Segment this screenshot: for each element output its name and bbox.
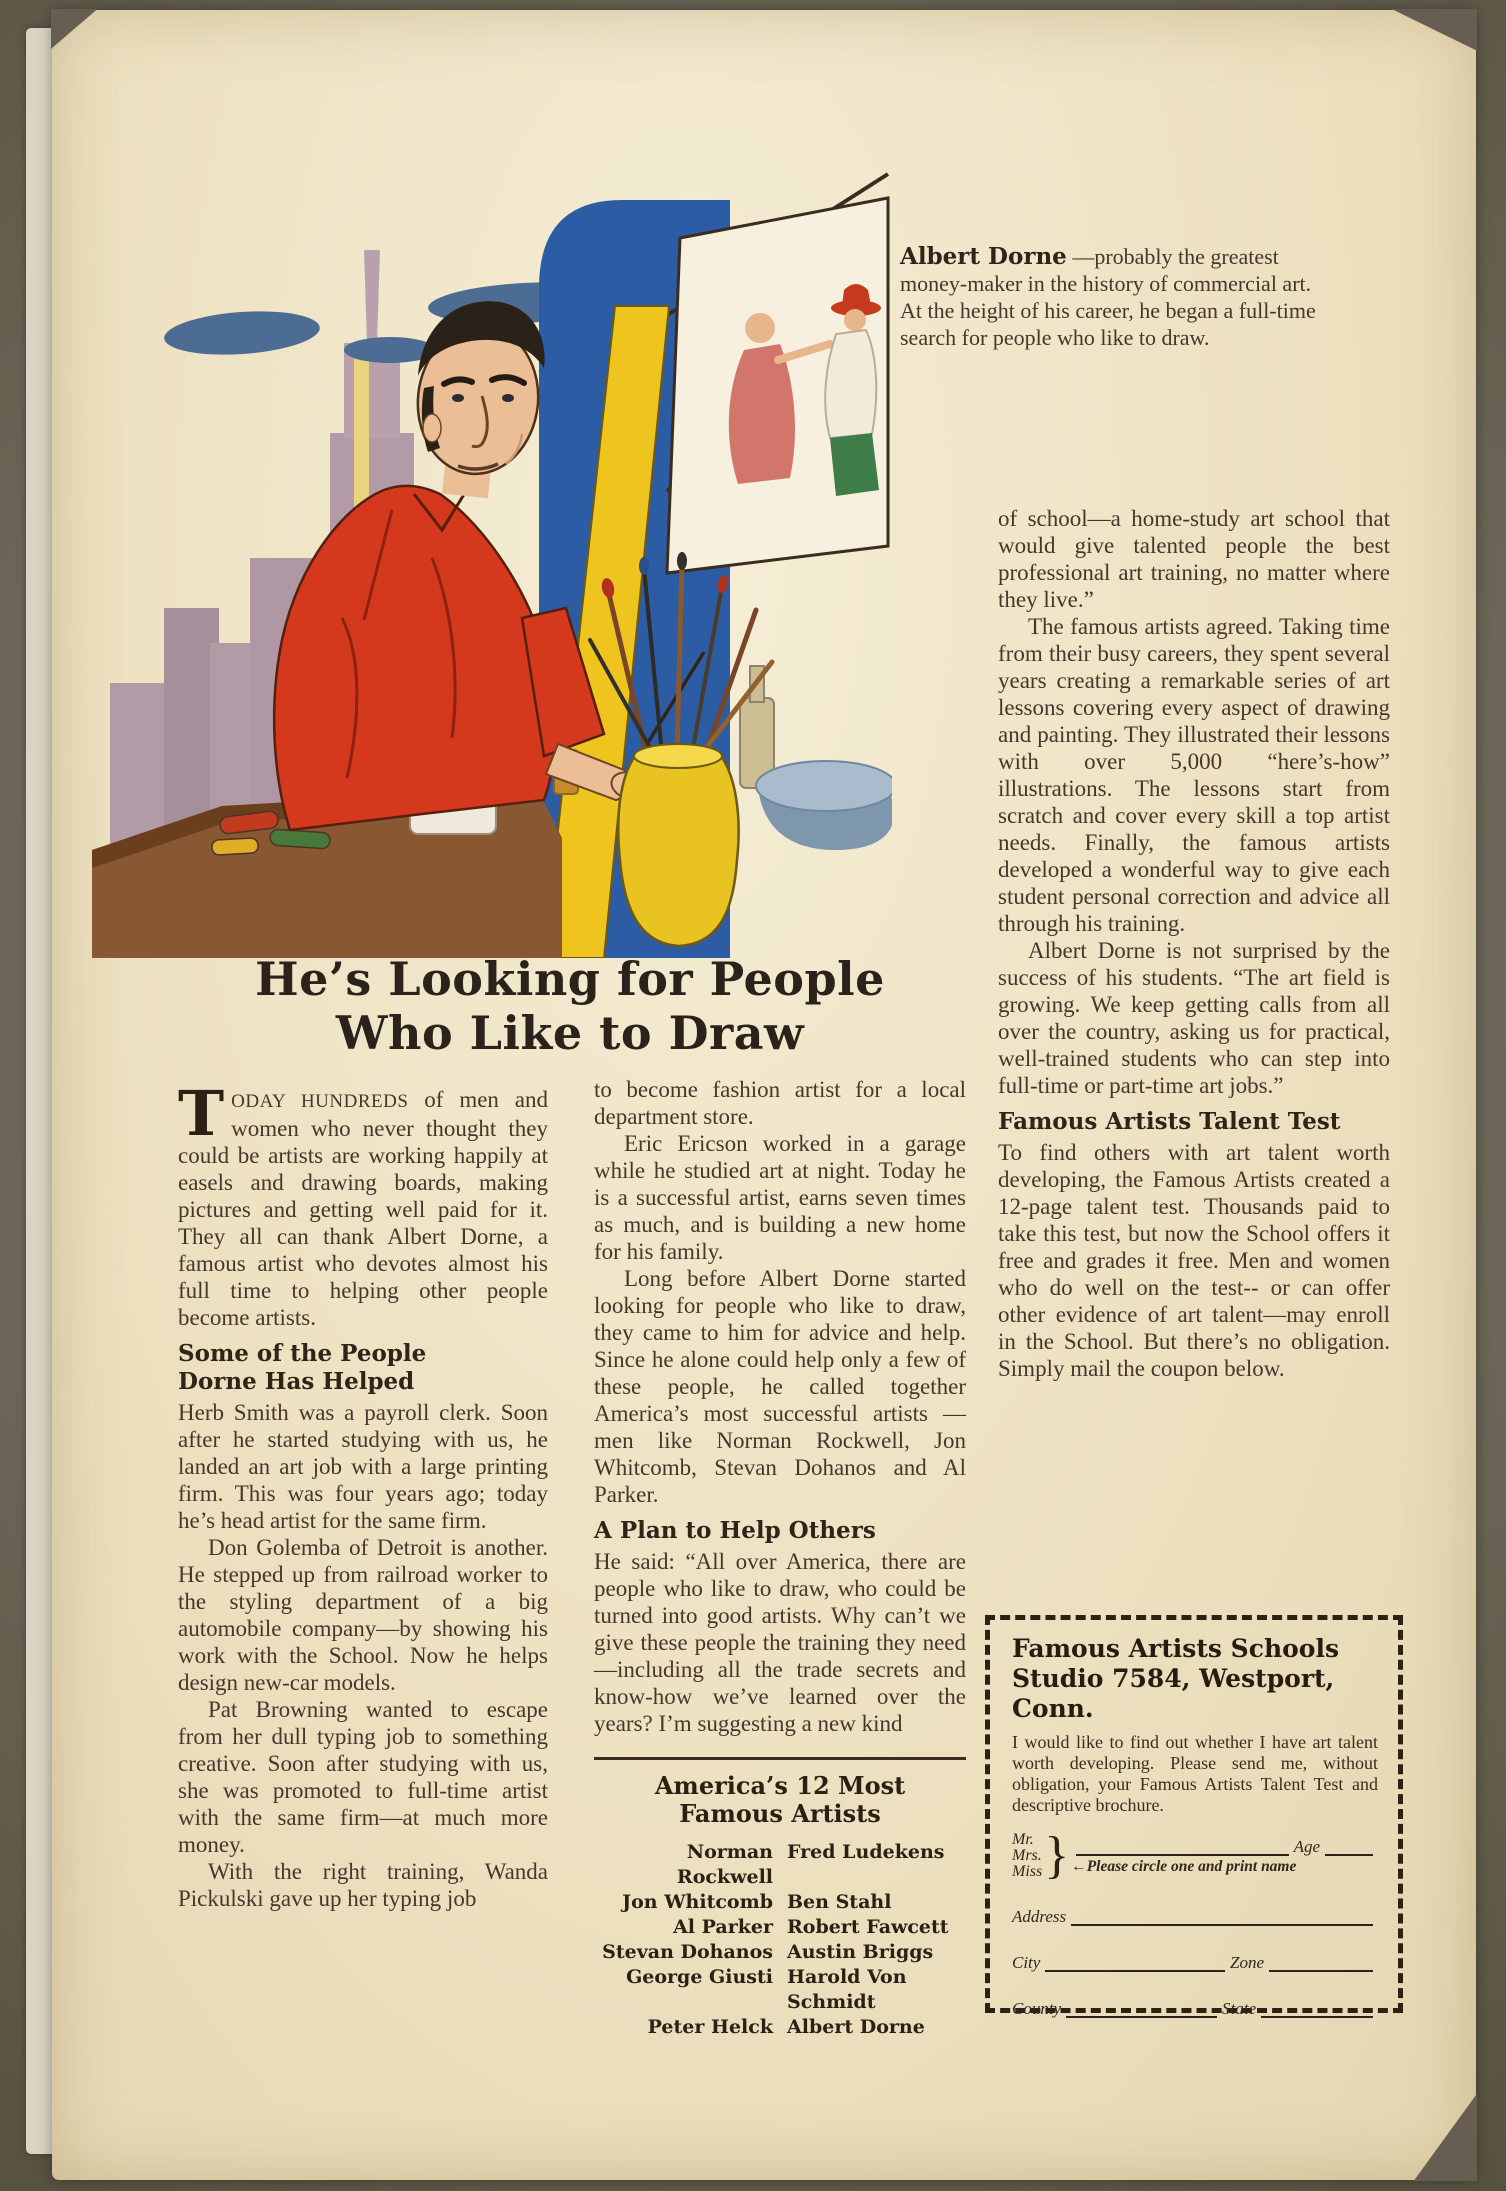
- paragraph-wanda-pickulski: With the right training, Wanda Pickulski gave up her typing job: [178, 1859, 548, 1911]
- photo-corner-shadow: [51, 9, 109, 49]
- coupon-body-text: I would like to find out whether I have art talent worth developing. Please send me, without obligation, your Famous Artists Talent Test and descriptive brochure.: [1012, 1732, 1378, 1815]
- name-write-in-line: [1076, 1838, 1288, 1856]
- artist-name: Harold Von Schmidt: [787, 1966, 907, 2013]
- column-middle: [594, 1076, 966, 2040]
- headline-line-1: He’s Looking for People: [255, 952, 885, 1006]
- artist-name: Albert Dorne: [787, 2016, 925, 2038]
- famous-artists-box: [594, 1757, 966, 2040]
- headline-line-2: Who Like to Draw: [335, 1006, 805, 1060]
- zone-write-in-line: [1269, 1954, 1373, 1972]
- paragraph-continuation: to become fashion artist for a local department store.: [594, 1077, 966, 1129]
- paragraph-not-surprised: Albert Dorne is not surprised by the success of his students. “The art field is growing. We keep getting calls from all over the country, asking us for practical, well-trained students who can step into full-time or part-time art jobs.”: [998, 938, 1390, 1098]
- artist-name: George Giusti: [626, 1966, 773, 1988]
- headline: [170, 952, 970, 1060]
- subhead-people-dorne-helped: Some of the People Dorne Has Helped: [178, 1340, 427, 1395]
- dancing-woman: [729, 344, 795, 484]
- easel-canvas-painting: [667, 198, 888, 573]
- county-label: County: [1012, 1999, 1062, 2018]
- caption-text: —probably the greatest money-maker in the history of commercial art. At the height of his career, he began a full-time search for people who like to draw.: [900, 244, 1316, 350]
- drop-cap: T: [178, 1077, 225, 1150]
- salutation-mr: Mr.: [1012, 1831, 1034, 1848]
- photo-corner-tear: [1381, 2063, 1477, 2181]
- salutation-options: [1012, 1832, 1042, 1880]
- caption-lead: Albert Dorne: [900, 243, 1067, 270]
- illustration-caption: [900, 243, 1330, 351]
- mixing-bowl: [756, 761, 892, 850]
- name-field-row: [1012, 1827, 1378, 1884]
- red-shirt: [274, 486, 556, 830]
- age-write-in-line: [1325, 1838, 1373, 1856]
- salutation-miss: Miss: [1012, 1863, 1043, 1880]
- paragraph-long-before: Long before Albert Dorne started looking for people who like to draw, they came to him for advice and help. Since he alone could help only a few of these people, he called together America’s most successful artists —men like Norman Rockwell, Jon Whitcomb, Stevan Dohanos and Al Parker.: [594, 1266, 966, 1507]
- circle-one-note: ←Please circle one and print name: [1071, 1857, 1297, 1875]
- albert-dorne-at-easel-illustration: [92, 138, 892, 958]
- age-label: Age: [1293, 1836, 1320, 1856]
- mail-in-coupon: [985, 1615, 1403, 2018]
- artist-name: Austin Briggs: [787, 1941, 934, 1963]
- brace-glyph: }: [1044, 1827, 1070, 1884]
- city-zone-field-row: [1012, 1953, 1378, 1972]
- artists-box-heading: America’s 12 Most Famous Artists: [654, 1771, 906, 1828]
- county-state-field-row: [1012, 1999, 1378, 2018]
- paragraph-herb-smith: Herb Smith was a payroll clerk. Soon after he started studying with us, he landed an art job with a large printing firm. This was four years ago; today he’s head artist for the same firm.: [178, 1400, 548, 1533]
- subhead-talent-test: Famous Artists Talent Test: [998, 1108, 1341, 1135]
- zone-label: Zone: [1230, 1953, 1264, 1972]
- artist-name: Fred Ludekens: [787, 1841, 945, 1863]
- artist-name: Peter Helck: [647, 2016, 773, 2038]
- photo-corner-shadow: [1373, 9, 1477, 67]
- city-label: City: [1012, 1953, 1041, 1972]
- subhead-plan-to-help: A Plan to Help Others: [594, 1517, 876, 1544]
- paragraph-intro: TODAY HUNDREDS of men and women who never thought they could be artists are working happily at easels and drawing boards, making pictures and getting well paid for it. They all can thank Albert Dorne, a famous artist who devotes almost his full time to helping other people become artists.: [178, 1077, 548, 1330]
- magazine-back-cover-page: [52, 10, 1476, 2180]
- address-label: Address: [1012, 1907, 1067, 1926]
- artist-name: Al Parker: [673, 1916, 773, 1938]
- small-caps-lead: ODAY HUNDREDS: [231, 1091, 409, 1112]
- paragraph-eric-ericson: Eric Ericson worked in a garage while he studied art at night. Today he is a successful artist, earns seven times as much, and is building a new home for his family.: [594, 1131, 966, 1264]
- artist-name: Ben Stahl: [787, 1891, 892, 1913]
- county-write-in-line: [1066, 2000, 1217, 2018]
- state-label: State: [1222, 1999, 1256, 2018]
- paragraph-he-said: He said: “All over America, there are people who like to draw, who could be turned into good artists. Why can’t we give these people the training they need—including all the trade secrets and know-how we’ve learned over the years? I’m suggesting a new kind: [594, 1549, 966, 1736]
- column-right: [998, 505, 1390, 1382]
- dancing-man: [825, 330, 876, 438]
- coupon-title: Famous Artists Schools Studio 7584, Westport, Conn.: [1012, 1634, 1340, 1723]
- address-field-row: [1012, 1907, 1378, 1926]
- state-write-in-line: [1261, 2000, 1373, 2018]
- artist-name: Robert Fawcett: [787, 1916, 949, 1938]
- paragraph-of-school: of school—a home-study art school that would give talented people the best professional art training, no matter where they live.”: [998, 506, 1390, 612]
- column-left: [178, 1077, 548, 1912]
- cover-illustration: [92, 138, 892, 958]
- paragraph-talent-test: To find others with art talent worth developing, the Famous Artists created a 12-page talent test. Thousands paid to take this test, but now the School offers it free and grades it free. Men and women who do well on the test-- or can offer other evidence of art talent—may enroll in the School. But there’s no obligation. Simply mail the coupon below.: [998, 1140, 1390, 1381]
- paragraph-pat-browning: Pat Browning wanted to escape from her dull typing job to something creative. Soon after studying with us, she was promoted to full-time artist with the same firm—at much more money.: [178, 1697, 548, 1857]
- city-write-in-line: [1045, 1954, 1225, 1972]
- paragraph-artists-agreed: The famous artists agreed. Taking time from their busy careers, they spent several years creating a remarkable series of art lessons covering every aspect of drawing and painting. They illustrated their lessons with over 5,000 “here’s-how” illustrations. The lessons start from scratch and cover every skill a top artist needs. Finally, the famous artists developed a wonderful way to give each student personal correction and advice all through his training.: [998, 614, 1390, 936]
- paragraph-don-golemba: Don Golemba of Detroit is another. He stepped up from railroad worker to the styling department of a big automobile company—by showing his work with the School. Now he helps design new-car models.: [178, 1535, 548, 1695]
- salutation-mrs: Mrs.: [1012, 1847, 1042, 1864]
- artist-name: Norman Rockwell: [676, 1841, 773, 1888]
- address-write-in-line: [1071, 1908, 1373, 1926]
- name-write-in: [1071, 1837, 1378, 1876]
- artist-name: Jon Whitcomb: [622, 1891, 773, 1913]
- artist-name: Stevan Dohanos: [602, 1941, 773, 1963]
- artists-name-list: [594, 1840, 966, 2040]
